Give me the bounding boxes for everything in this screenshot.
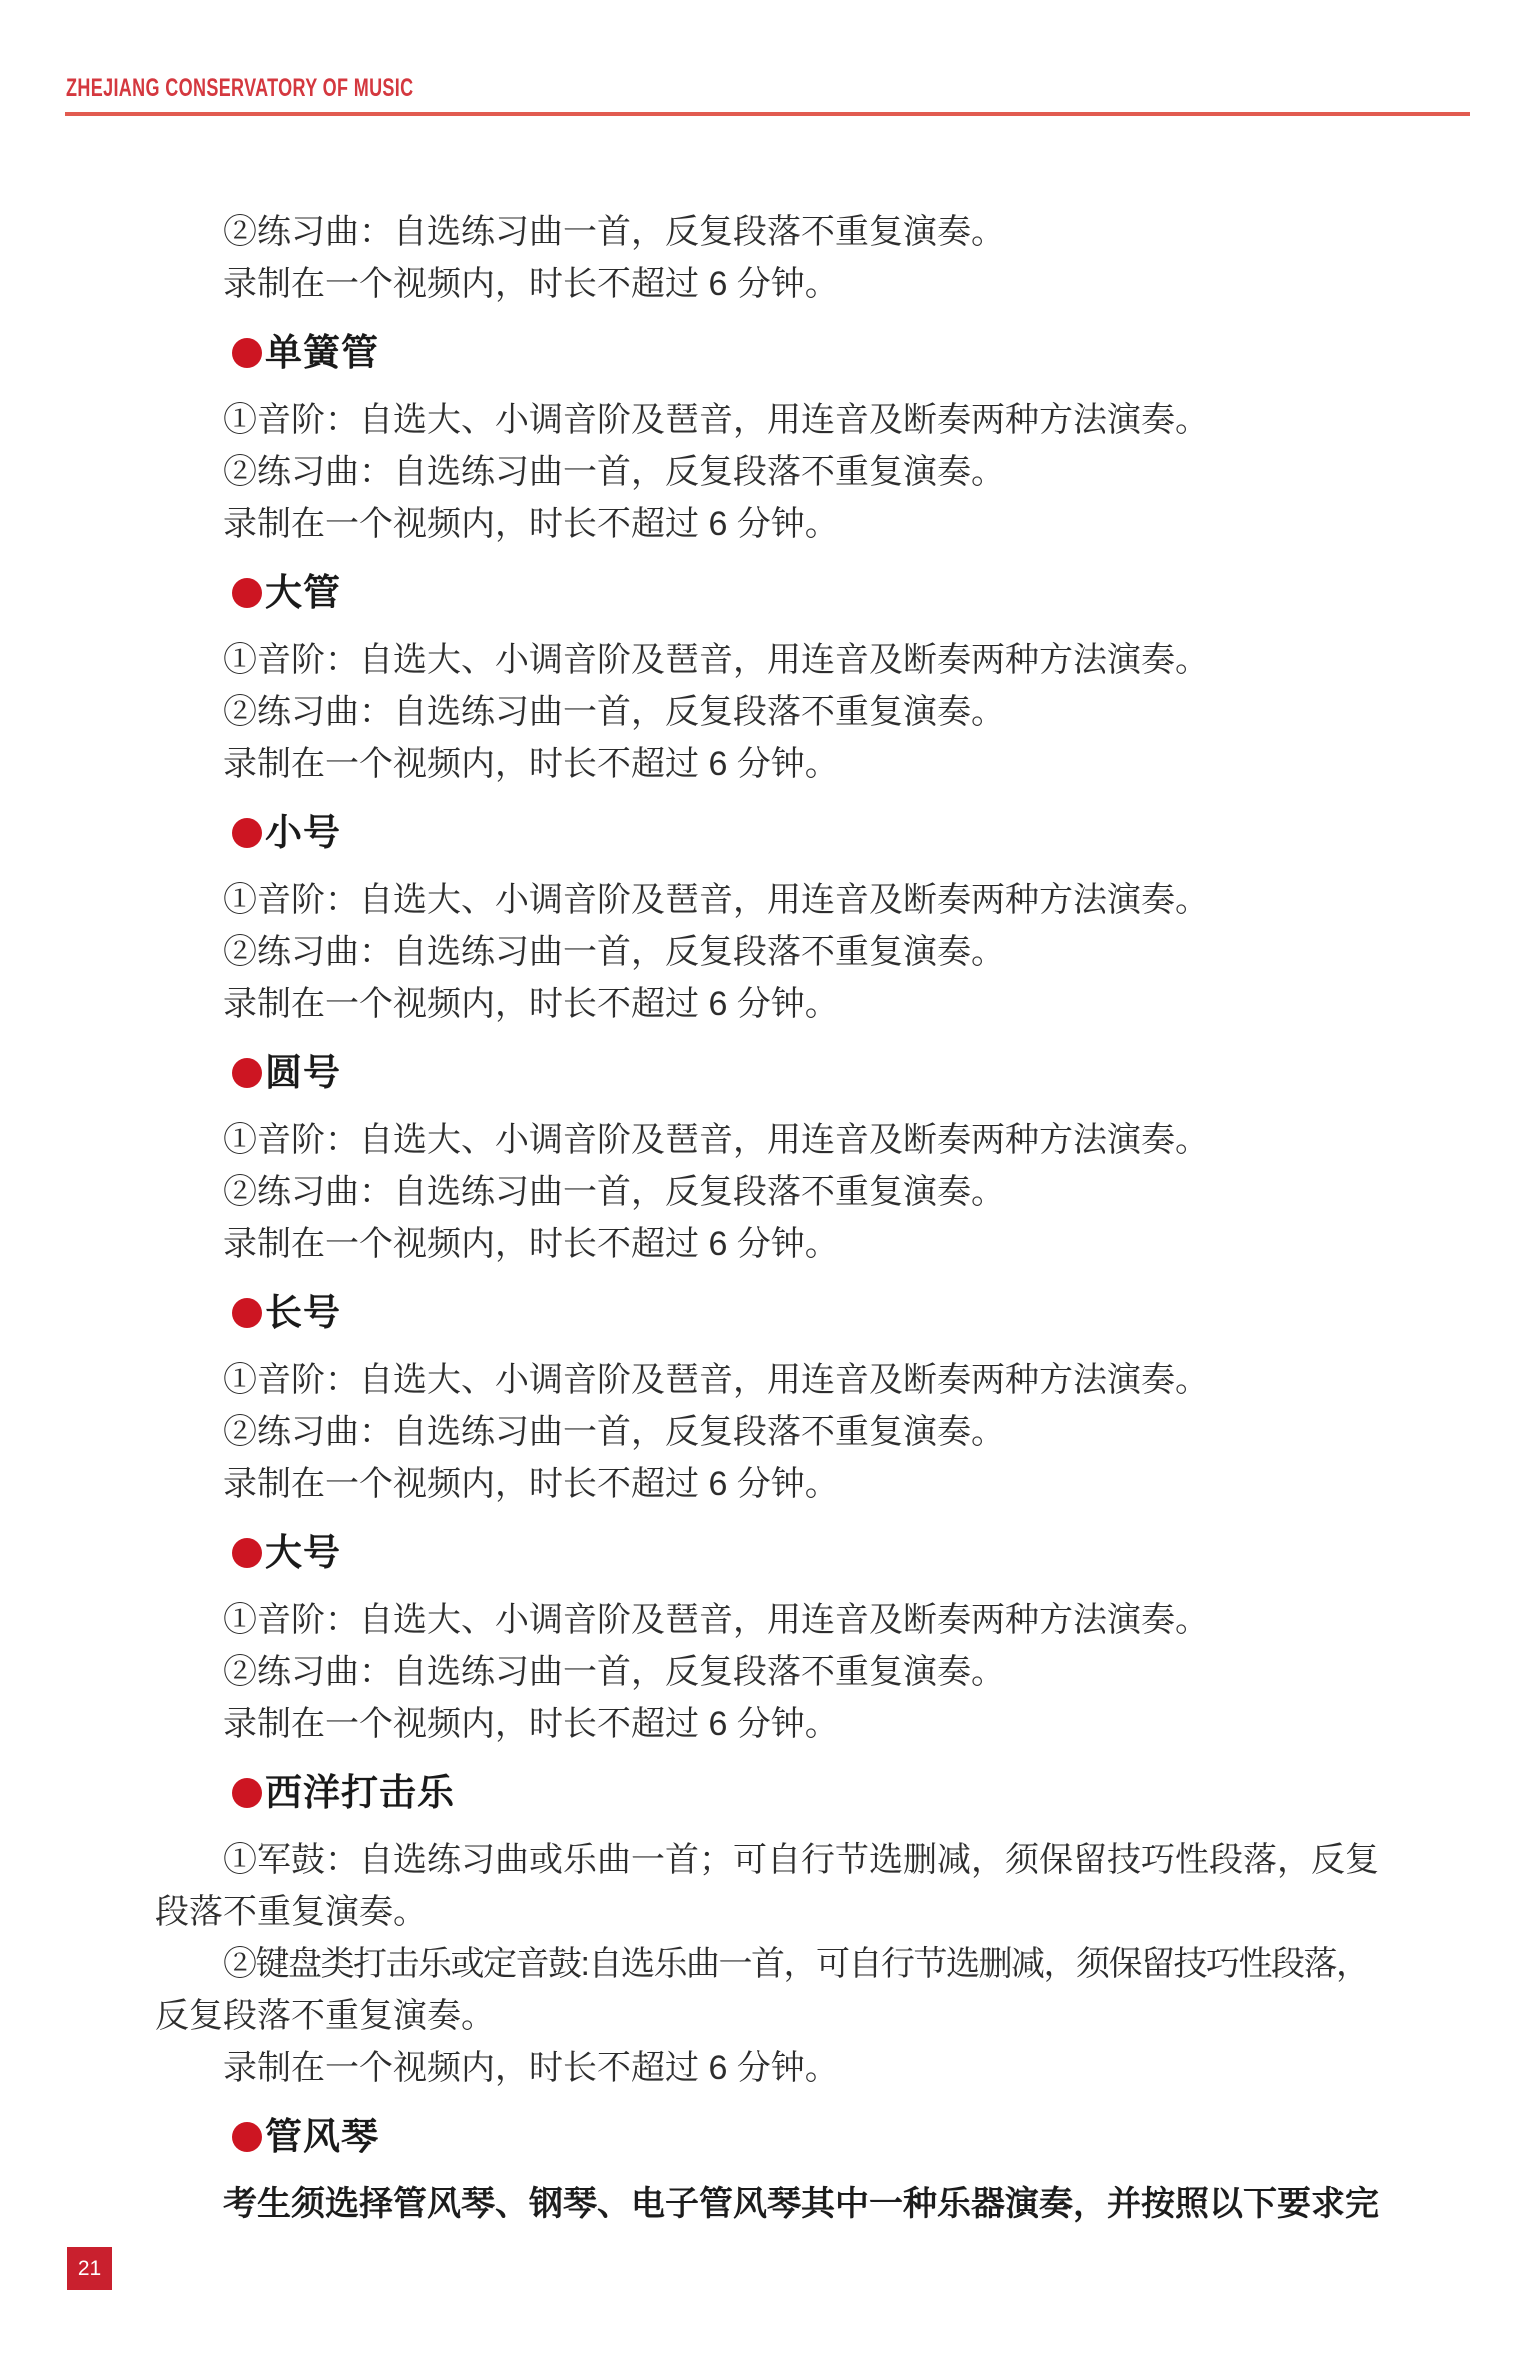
intro-block xyxy=(155,206,1405,310)
body-line: 考生须选择管风琴、钢琴、电子管风琴其中一种乐器演奏，并按照以下要求完 xyxy=(223,2185,1379,2223)
section-title: 单簧管 xyxy=(265,332,379,373)
section-lines xyxy=(155,1594,1405,1750)
section-lines xyxy=(155,634,1405,790)
section-heading xyxy=(155,1287,1405,1339)
section-title: 西洋打击乐 xyxy=(265,1772,455,1813)
section-lines xyxy=(155,1354,1405,1510)
instrument-section xyxy=(155,1287,1405,1510)
body-line: 录制在一个视频内，时长不超过 6 分钟。 xyxy=(223,1705,839,1743)
body-line: ①音阶：自选大、小调音阶及琶音，用连音及断奏两种方法演奏。 xyxy=(223,881,1209,919)
body-line: ①音阶：自选大、小调音阶及琶音，用连音及断奏两种方法演奏。 xyxy=(223,401,1209,439)
instrument-section xyxy=(155,807,1405,1030)
section-title: 大管 xyxy=(265,572,341,613)
bullet-icon xyxy=(232,1298,262,1328)
bullet-icon xyxy=(232,2122,262,2152)
section-heading xyxy=(155,1527,1405,1579)
section-lines xyxy=(155,394,1405,550)
bullet-icon xyxy=(232,818,262,848)
body-line: 录制在一个视频内，时长不超过 6 分钟。 xyxy=(223,1225,839,1263)
section-heading xyxy=(155,567,1405,619)
body-line: 录制在一个视频内，时长不超过 6 分钟。 xyxy=(223,265,839,303)
header-rule xyxy=(65,112,1470,116)
section-heading xyxy=(155,1767,1405,1819)
content xyxy=(155,206,1405,2230)
section-heading xyxy=(155,327,1405,379)
bullet-icon xyxy=(232,1058,262,1088)
body-line: 反复段落不重复演奏。 xyxy=(155,1997,495,2035)
body-line: 录制在一个视频内，时长不超过 6 分钟。 xyxy=(223,2049,839,2087)
section-heading xyxy=(155,1047,1405,1099)
bullet-icon xyxy=(232,578,262,608)
body-line: ②键盘类打击乐或定音鼓:自选乐曲一首，可自行节选删减，须保留技巧性段落， xyxy=(223,1945,1369,1983)
body-line: ①音阶：自选大、小调音阶及琶音，用连音及断奏两种方法演奏。 xyxy=(223,1121,1209,1159)
section-title: 小号 xyxy=(265,812,341,853)
brand-header: ZHEJIANG CONSERVATORY OF MUSIC xyxy=(66,74,414,102)
body-line: ①音阶：自选大、小调音阶及琶音，用连音及断奏两种方法演奏。 xyxy=(223,1601,1209,1639)
section-lines xyxy=(155,1834,1405,2094)
section-title: 长号 xyxy=(265,1292,341,1333)
body-line: 段落不重复演奏。 xyxy=(155,1893,427,1931)
section-title: 圆号 xyxy=(265,1052,341,1093)
bullet-icon xyxy=(232,338,262,368)
body-line: ②练习曲：自选练习曲一首，反复段落不重复演奏。 xyxy=(223,213,1005,251)
body-line: ②练习曲：自选练习曲一首，反复段落不重复演奏。 xyxy=(223,933,1005,971)
bullet-icon xyxy=(232,1538,262,1568)
page-number-badge: 21 xyxy=(67,2247,112,2290)
instrument-section xyxy=(155,1527,1405,1750)
section-title: 大号 xyxy=(265,1532,341,1573)
body-line: ①音阶：自选大、小调音阶及琶音，用连音及断奏两种方法演奏。 xyxy=(223,641,1209,679)
body-line: ①军鼓：自选练习曲或乐曲一首；可自行节选删减，须保留技巧性段落，反复 xyxy=(223,1841,1379,1879)
section-lines xyxy=(155,874,1405,1030)
sections-block xyxy=(155,327,1405,2230)
body-line: ②练习曲：自选练习曲一首，反复段落不重复演奏。 xyxy=(223,1653,1005,1691)
body-line: 录制在一个视频内，时长不超过 6 分钟。 xyxy=(223,1465,839,1503)
section-heading xyxy=(155,2111,1405,2163)
body-line: ②练习曲：自选练习曲一首，反复段落不重复演奏。 xyxy=(223,1413,1005,1451)
body-line: 录制在一个视频内，时长不超过 6 分钟。 xyxy=(223,985,839,1023)
section-heading xyxy=(155,807,1405,859)
section-title: 管风琴 xyxy=(265,2116,379,2157)
bullet-icon xyxy=(232,1778,262,1808)
instrument-section xyxy=(155,2111,1405,2230)
instrument-section xyxy=(155,1767,1405,2094)
body-line: ②练习曲：自选练习曲一首，反复段落不重复演奏。 xyxy=(223,693,1005,731)
section-lines xyxy=(155,2178,1405,2230)
body-line: 录制在一个视频内，时长不超过 6 分钟。 xyxy=(223,745,839,783)
instrument-section xyxy=(155,567,1405,790)
body-line: ②练习曲：自选练习曲一首，反复段落不重复演奏。 xyxy=(223,453,1005,491)
instrument-section xyxy=(155,1047,1405,1270)
section-lines xyxy=(155,1114,1405,1270)
body-line: ①音阶：自选大、小调音阶及琶音，用连音及断奏两种方法演奏。 xyxy=(223,1361,1209,1399)
body-line: 录制在一个视频内，时长不超过 6 分钟。 xyxy=(223,505,839,543)
instrument-section xyxy=(155,327,1405,550)
body-line: ②练习曲：自选练习曲一首，反复段落不重复演奏。 xyxy=(223,1173,1005,1211)
